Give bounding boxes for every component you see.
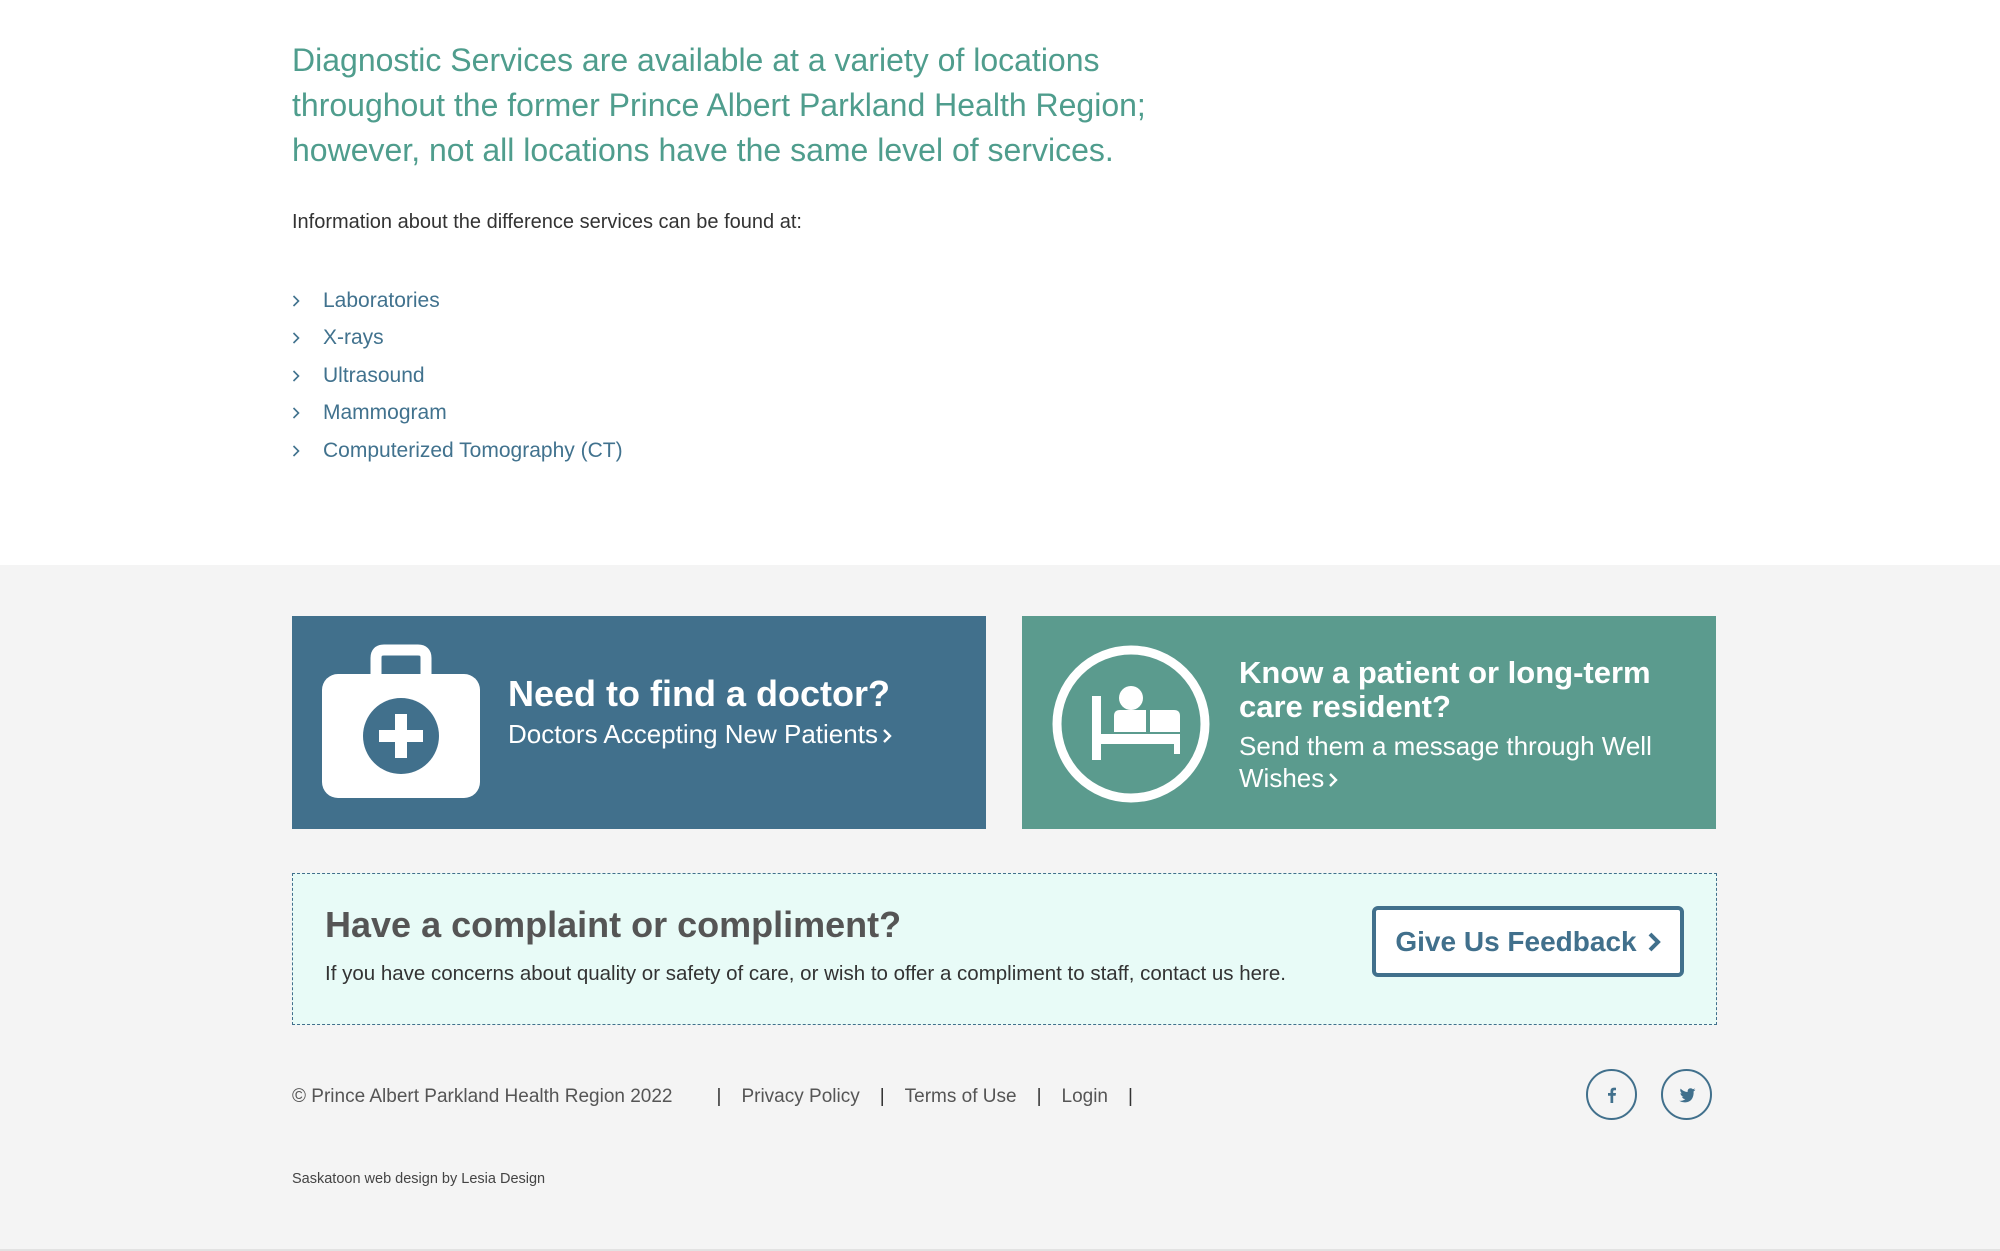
- separator: |: [879, 1086, 885, 1107]
- intro-lead: Diagnostic Services are available at a variety of locations throughout the former Prince Albert Parkland Health Region; however, not all locations have the same level of services.: [292, 42, 1146, 168]
- separator: |: [1036, 1086, 1042, 1107]
- twitter-button[interactable]: [1661, 1069, 1712, 1120]
- chevron-right-icon: [292, 445, 323, 457]
- design-credit: [292, 1171, 545, 1187]
- find-doctor-title: Need to find a doctor?: [508, 673, 890, 714]
- separator: |: [1128, 1086, 1133, 1107]
- chevron-right-icon: [292, 332, 323, 344]
- copyright: © Prince Albert Parkland Health Region 2022: [292, 1086, 673, 1107]
- design-credit-link[interactable]: Saskatoon web design by Lesia Design: [292, 1171, 546, 1187]
- well-wishes-card[interactable]: [1022, 616, 1716, 829]
- chevron-right-icon: [292, 407, 323, 419]
- login-link[interactable]: Login: [1061, 1086, 1108, 1107]
- chevron-right-icon: [292, 295, 323, 307]
- find-doctor-card[interactable]: [292, 616, 986, 829]
- feedback-box: [292, 873, 1717, 1025]
- list-item: [292, 320, 623, 358]
- service-link-x-rays[interactable]: X-rays: [323, 326, 384, 350]
- facebook-icon: [1602, 1085, 1622, 1105]
- chevron-right-icon: [882, 728, 892, 744]
- footer-legal: [292, 1086, 1153, 1108]
- terms-of-use-link[interactable]: Terms of Use: [904, 1086, 1017, 1107]
- service-link-ct[interactable]: Computerized Tomography (CT): [323, 438, 623, 462]
- privacy-policy-link[interactable]: Privacy Policy: [741, 1086, 860, 1107]
- service-link-laboratories[interactable]: Laboratories: [323, 288, 440, 312]
- find-doctor-link: Doctors Accepting New Patients: [508, 719, 878, 749]
- give-feedback-label: Give Us Feedback: [1395, 925, 1637, 957]
- hospital-bed-icon: [1050, 644, 1212, 804]
- facebook-button[interactable]: [1586, 1069, 1637, 1120]
- chevron-right-icon: [1647, 931, 1661, 953]
- feedback-title: Have a complaint or compliment?: [325, 904, 902, 945]
- well-wishes-title: Know a patient or long-term care resident?: [1239, 655, 1651, 724]
- feedback-text: If you have concerns about quality or safety of care, or wish to offer a compliment to staff, contact us here.: [325, 962, 1286, 985]
- service-link-ultrasound[interactable]: Ultrasound: [323, 363, 425, 387]
- services-list: [292, 282, 623, 470]
- twitter-icon: [1677, 1085, 1697, 1105]
- separator: |: [716, 1086, 722, 1107]
- list-item: [292, 282, 623, 320]
- well-wishes-link: Send them a message through Well Wishes: [1239, 731, 1652, 793]
- list-item: [292, 357, 623, 395]
- chevron-right-icon: [292, 370, 323, 382]
- main-content: [0, 0, 2000, 565]
- list-item: [292, 395, 623, 433]
- list-item: [292, 432, 623, 470]
- give-feedback-button[interactable]: [1372, 906, 1684, 977]
- intro-info: Information about the difference services can be found at:: [292, 211, 802, 233]
- chevron-right-icon: [1328, 772, 1338, 788]
- medical-kit-icon: [320, 644, 482, 804]
- service-link-mammogram[interactable]: Mammogram: [323, 401, 447, 425]
